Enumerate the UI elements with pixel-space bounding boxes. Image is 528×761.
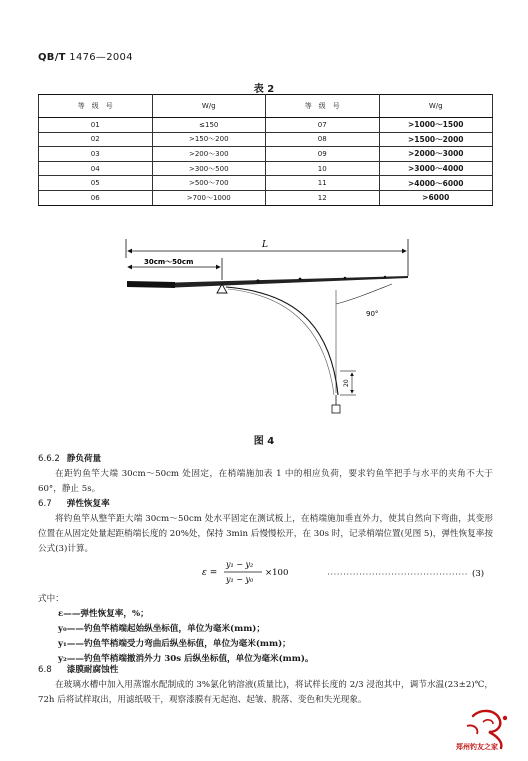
section-6-8: [38, 663, 493, 708]
grade-cell: 04: [39, 161, 153, 176]
section-body: 将钓鱼竿从整竿距大端 30cm～50cm 处水平固定在测试板上，在梢端施加垂直外力，使其自然向下弯曲，其变形位置在从固定处量起距梢端长度的 20%处，保持 3min 后慢慢松开，在 30s 时，记录梢端位置(见图 5)，弹性恢复率按公式(3)计算。: [38, 514, 493, 554]
table-row: [39, 118, 493, 133]
section-title: 静负荷量: [66, 454, 102, 464]
weight-cell: >150～200: [152, 132, 266, 147]
elastic-recovery-formula: [200, 557, 500, 587]
grade-cell: 09: [266, 147, 380, 162]
where-label: 式中：: [38, 594, 64, 604]
section-number: 6.7: [38, 499, 52, 509]
header-grade-right: 等 级 号: [266, 95, 380, 118]
standard-code-number: 1476—2004: [69, 52, 133, 63]
grade-cell: 02: [39, 132, 153, 147]
weight-cell: >2000～3000: [379, 147, 493, 162]
formula-reference: (3): [472, 569, 485, 579]
grade-cell: 08: [266, 132, 380, 147]
grade-cell: 05: [39, 176, 153, 191]
figure-caption: 图 4: [253, 436, 275, 447]
weight-cell: >3000～4000: [379, 161, 493, 176]
table-row: [39, 147, 493, 162]
formula-definitions: [38, 592, 493, 667]
formula-multiplier: ×100: [265, 568, 289, 578]
horizontal-rod: [127, 276, 408, 288]
table-row: [39, 176, 493, 191]
grade-cell: 01: [39, 118, 153, 133]
weight-cell: >1000～1500: [379, 118, 493, 133]
bent-rod: [226, 287, 340, 413]
standard-code: [38, 52, 133, 63]
section-number: 6.8: [38, 665, 52, 675]
weight-cell: ≤150: [152, 118, 266, 133]
weight-cell: >300～500: [152, 161, 266, 176]
span-label: 30cm～50cm: [144, 258, 194, 266]
table-row: [39, 190, 493, 205]
definition-y1: y₁——钓鱼竿梢端受力弯曲后纵坐标值，单位为毫米(mm)；: [58, 639, 291, 649]
section-title: 弹性恢复率: [66, 499, 110, 509]
section-6-7: [38, 497, 493, 557]
angle-label: 90°: [366, 310, 379, 318]
weight-cell: >6000: [379, 190, 493, 205]
definition-y2: y₂——钓鱼竿梢端撤消外力 30s 后纵坐标值，单位为毫米(mm)。: [58, 654, 314, 664]
weight-cell: >200～300: [152, 147, 266, 162]
formula-lhs: ε =: [202, 568, 218, 578]
section-body: 在距钓鱼竿大端 30cm～50cm 处固定，在梢端施加表 1 中的相应负荷，要求钓鱼竿把手与水平的夹角不大于 60°，静止 5s。: [38, 469, 493, 494]
height-dimension: [340, 371, 356, 395]
weight-cell: >700～1000: [152, 190, 266, 205]
table-caption: 表 2: [253, 84, 275, 95]
watermark-text: 郑州钓友之家: [456, 743, 498, 751]
table-row: [39, 161, 493, 176]
section-number: 6.6.2: [38, 454, 60, 464]
height-label: 20: [343, 379, 350, 387]
section-heading: [38, 663, 493, 678]
length-label: L: [262, 240, 268, 250]
grade-cell: 03: [39, 147, 153, 162]
grade-cell: 06: [39, 190, 153, 205]
definition-epsilon: ε——弹性恢复率，%；: [58, 609, 149, 619]
angle-indicator: [336, 284, 392, 393]
support-triangle: [217, 284, 227, 293]
grade-cell: 11: [266, 176, 380, 191]
header-grade-left: 等 级 号: [39, 95, 153, 118]
section-title: 漆膜耐腐蚀性: [66, 665, 119, 675]
formula-denominator: y₁ − y₀: [226, 575, 254, 584]
formula-numerator: y₁ − y₂: [226, 560, 254, 569]
grade-table: [38, 94, 493, 206]
section-heading: [38, 452, 493, 467]
definition-y0: y₀——钓鱼竿梢端起始纵坐标值，单位为毫米(mm)；: [58, 624, 265, 634]
standard-code-prefix: QB/T: [38, 52, 66, 63]
table-row: [39, 132, 493, 147]
header-weight-left: W/g: [152, 95, 266, 118]
section-6-6-2: [38, 452, 493, 497]
header-weight-right: W/g: [379, 95, 493, 118]
section-body: 在玻璃水槽中加入用蒸馏水配制成的 3%氯化钠溶液(质量比)，将试样长度的 2/3 浸泡其中，调节水温(23±2)℃，72h 后将试样取出，用滤纸吸干，观察漆膜有无起泡、起皱、脱落、变色和失光现象。: [38, 680, 493, 705]
grade-cell: 07: [266, 118, 380, 133]
section-heading: [38, 497, 493, 512]
grade-table-header-row: [39, 95, 493, 118]
weight-cell: >500～700: [152, 176, 266, 191]
grade-cell: 12: [266, 190, 380, 205]
span-dimension: [128, 258, 222, 280]
weight-cell: >1500～2000: [379, 132, 493, 147]
length-dimension: [126, 239, 408, 276]
grade-cell: 10: [266, 161, 380, 176]
weight-cell: >4000～6000: [379, 176, 493, 191]
